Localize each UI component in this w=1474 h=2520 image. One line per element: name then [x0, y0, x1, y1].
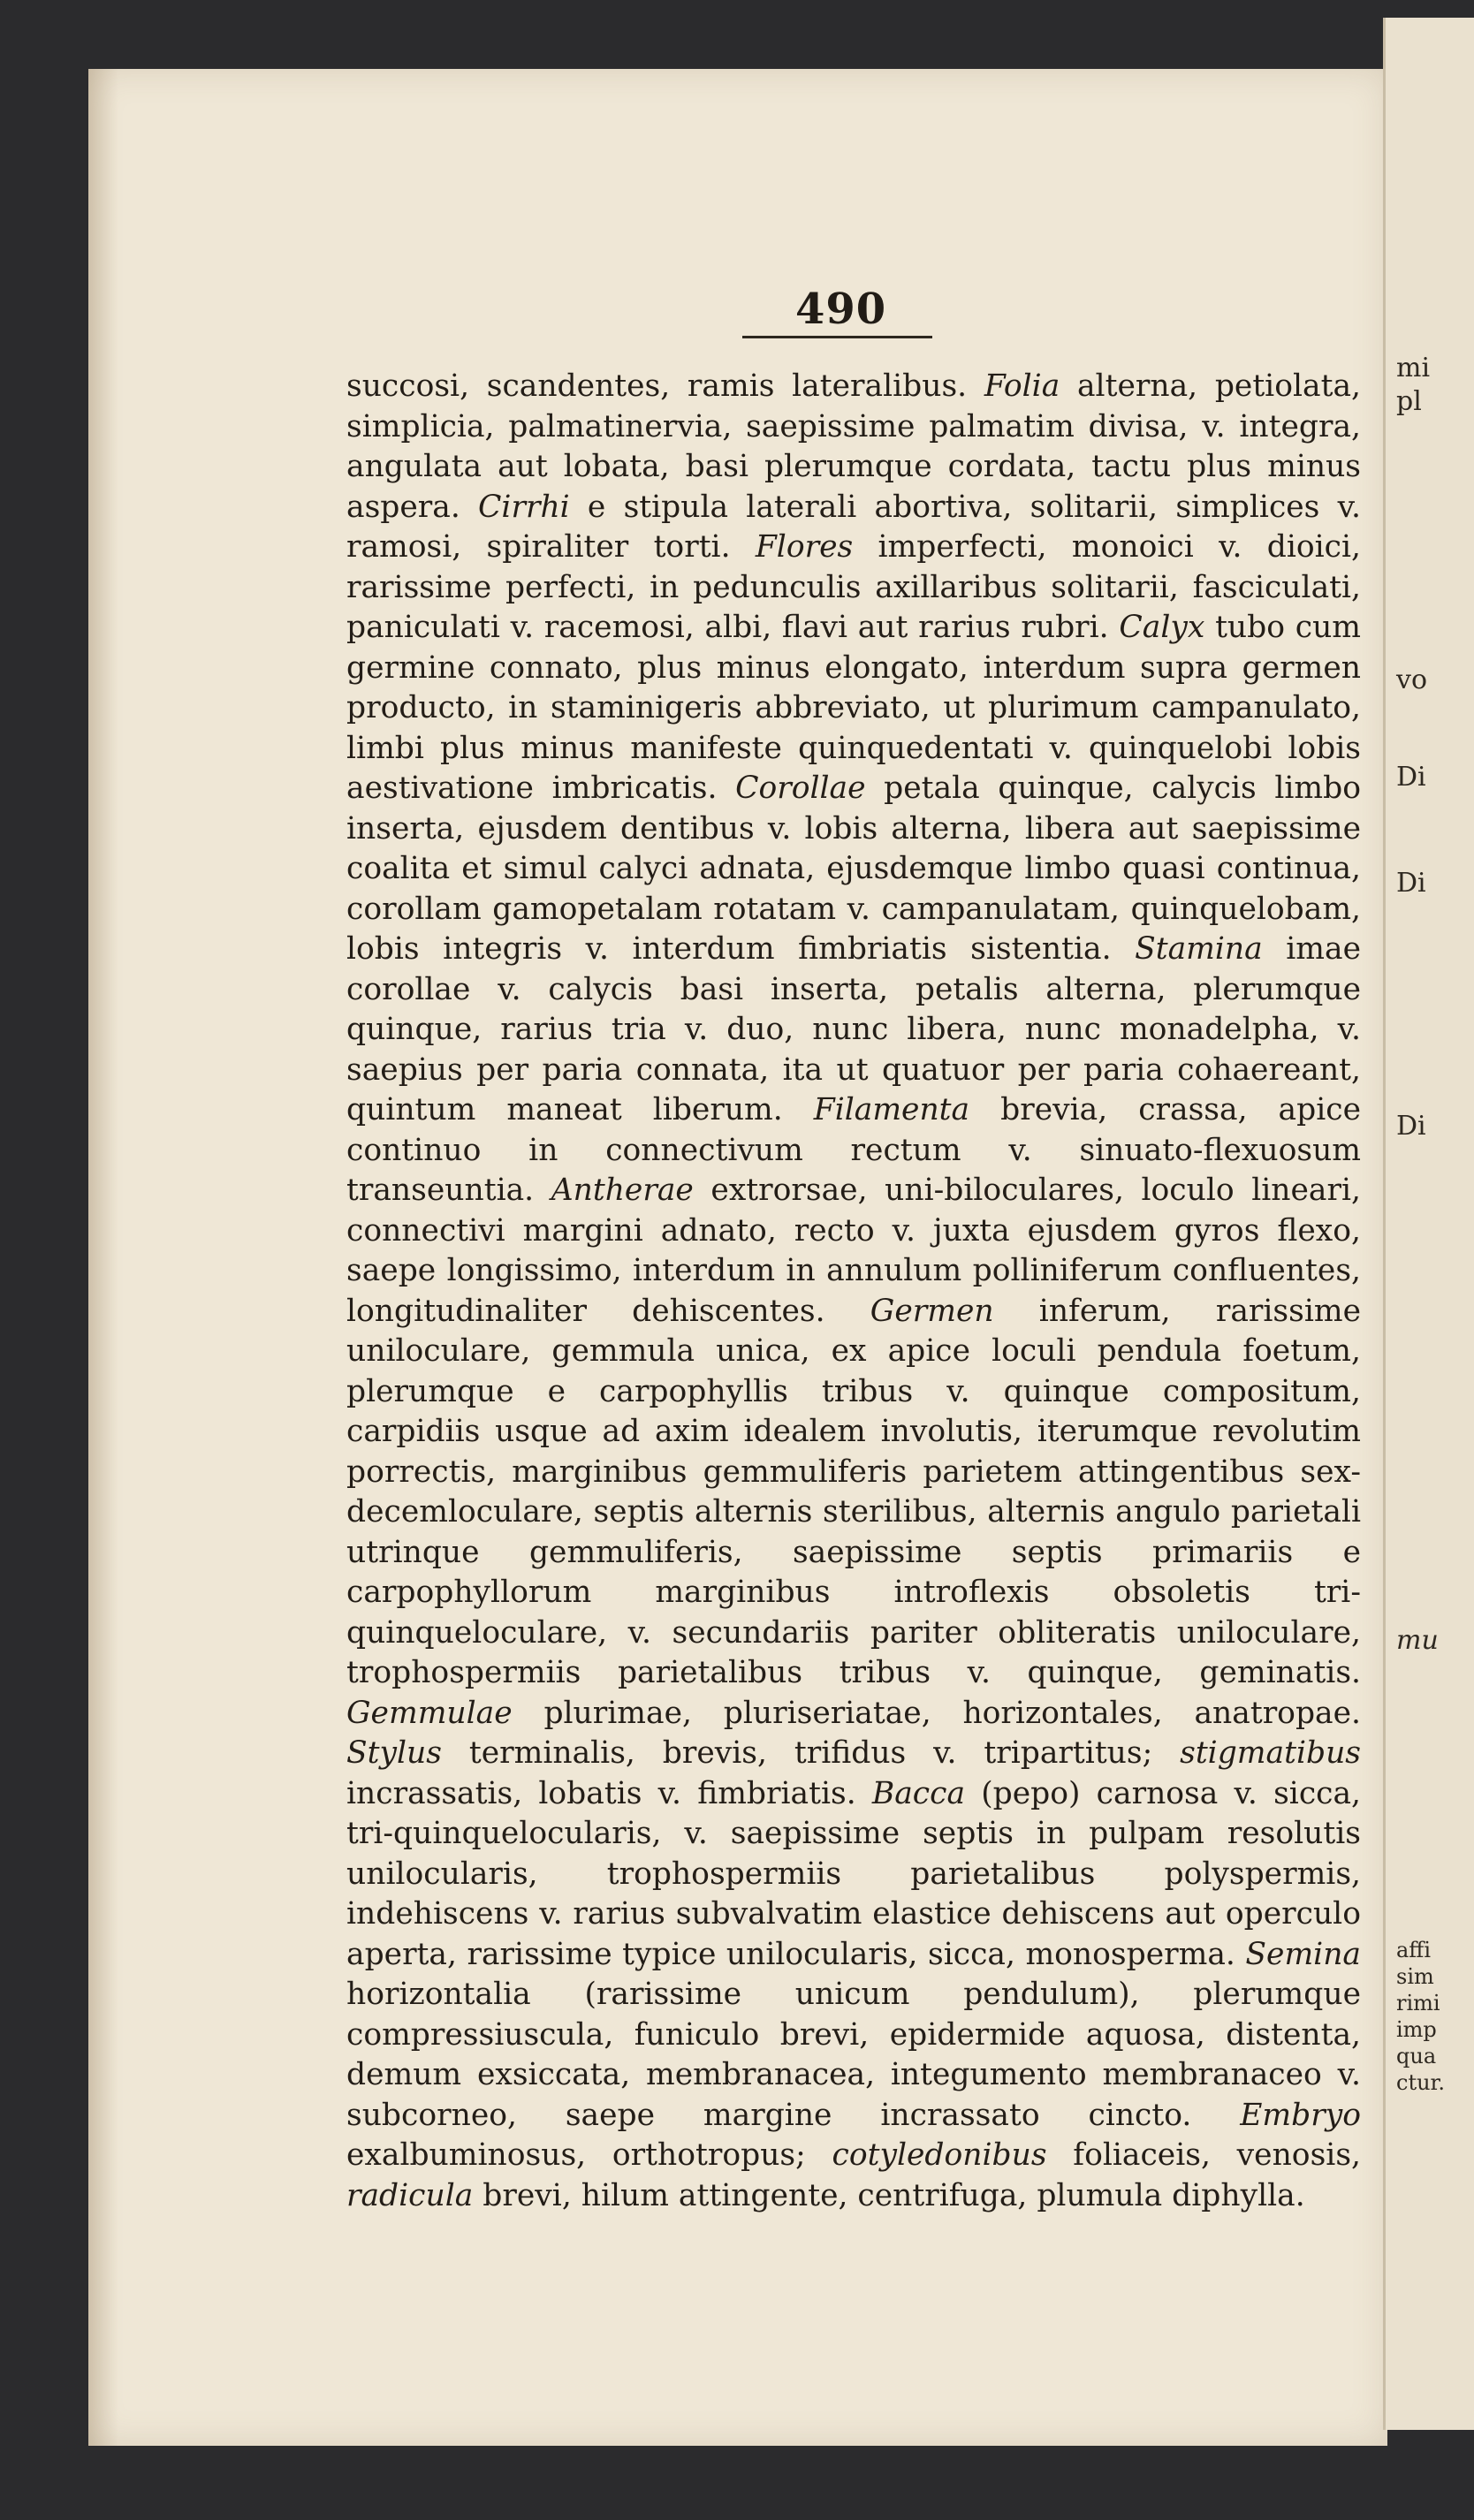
text-run: exalbuminosus, orthotropus;	[346, 2137, 832, 2173]
italic-term: stigmatibus	[1180, 1735, 1361, 1771]
text-run: incrassatis, lobatis v. fimbriatis.	[346, 1775, 872, 1811]
facing-page-fragment: sim	[1396, 1964, 1434, 1989]
facing-page-fragment: vo	[1396, 664, 1428, 695]
italic-term: Filamenta	[813, 1092, 970, 1127]
text-run: plurimae, pluriseriatae, horizontales, anatropae.	[512, 1695, 1361, 1731]
text-run: imperfecti, monoici v. dioici, rarissime perfecti, in pedunculis axillaribus solitarii, fasciculati, paniculati v. racemosi, albi, flavi aut rarius rubri.	[346, 529, 1361, 645]
text-run: succosi, scandentes, ramis lateralibus.	[346, 368, 984, 404]
italic-term: Antherae	[551, 1173, 694, 1208]
text-run: e stipula laterali abortiva, solitarii, simplices v. ramosi, spiraliter torti.	[346, 489, 1361, 565]
paragraph	[346, 367, 1361, 2216]
facing-page-edge	[1383, 18, 1474, 2430]
text-run: alterna, petiolata, simplicia, palmatinervia, saepissime palmatim divisa, v. integra, angulata aut lobata, basi plerumque cordata, tactu plus minus aspera.	[346, 368, 1361, 525]
facing-page-fragment: pl	[1396, 386, 1422, 417]
facing-page-fragment: imp	[1396, 2017, 1437, 2042]
facing-page-fragment: rimi	[1396, 1991, 1440, 2015]
facing-page-fragment: ctur.	[1396, 2070, 1446, 2095]
text-run: imae corollae v. calycis basi inserta, petalis alterna, plerumque quinque, rarius tria v. duo, nunc libera, nunc monadelpha, v. saepius per paria connata, ita ut quatuor per paria cohaereant, quintum maneat liberum.	[346, 931, 1361, 1127]
facing-page-fragment: affi	[1396, 1938, 1432, 1962]
facing-page-fragment: qua	[1396, 2044, 1437, 2068]
facing-page-fragment: mi	[1396, 353, 1431, 383]
facing-page-fragment: Di	[1396, 1111, 1426, 1142]
text-run: (pepo) carnosa v. sicca, tri-quinquelocularis, v. saepissime septis in pulpam resolutis unilocularis, trophospermiis parietalibus polyspermis, indehiscens v. rarius subvalvatim elastice dehiscens aut operculo aperta, rarissime typice unilocularis, sicca, monosperma.	[346, 1775, 1362, 1972]
italic-term: Calyx	[1119, 610, 1205, 645]
body-text	[346, 367, 1361, 2216]
text-run: inferum, rarissime uniloculare, gemmula unica, ex apice loculi pendula foetum, plerumque e carpophyllis tribus v. quinque compositum, carpidiis usque ad axim idealem involutis, iterumque revolutim porrectis, marginibus gemmuliferis parietem attingentibus sex-decemloculare, septis alternis sterilibus, alternis angulo parietali utrinque gemmuliferis, saepissime septis primariis e carpophyllorum marginibus introflexis obsoletis tri-quinqueloculare, v. secundariis pariter obliteratis uniloculare, trophospermiis parietalibus tribus v. quinque, geminatis.	[346, 1293, 1361, 1690]
italic-term: Gemmulae	[346, 1695, 513, 1731]
page-number-rule	[742, 336, 932, 338]
italic-term: Bacca	[871, 1775, 966, 1811]
text-run: extrorsae, uni-biloculares, loculo lineari, connectivi margini adnato, recto v. juxta ejusdem gyros flexo, saepe longissimo, interdum in annulum polliniferum confluentes, longitudinaliter dehiscentes.	[346, 1173, 1361, 1329]
page-number: 490	[795, 285, 887, 334]
facing-page-fragment: Di	[1396, 762, 1426, 793]
italic-term: Embryo	[1240, 2097, 1361, 2133]
italic-term: Cirrhi	[478, 489, 570, 525]
text-run: brevia, crassa, apice continuo in connectivum rectum v. sinuato-flexuosum transeuntia.	[346, 1092, 1361, 1208]
italic-term: Stylus	[346, 1735, 442, 1771]
italic-term: Folia	[984, 368, 1060, 404]
italic-term: Semina	[1245, 1936, 1361, 1972]
text-run: brevi, hilum attingente, centrifuga, plumula diphylla.	[473, 2177, 1305, 2213]
page-gutter-shadow	[88, 69, 118, 2446]
text-run: tubo cum germine connato, plus minus elongato, interdum supra germen producto, in staminigeris abbreviato, ut plurimum campanulato, limbi plus minus manifeste quinquedentati v. quinquelobi lobis aestivatione imbricatis.	[346, 610, 1361, 806]
text-run: horizontalia (rarissime unicum pendulum), plerumque compressiuscula, funiculo brevi, epidermide aquosa, distenta, demum exsiccata, membranacea, integumento membranaceo v. subcorneo, saepe margine incrassato cincto.	[346, 1977, 1361, 2133]
italic-term: Germen	[870, 1293, 994, 1329]
italic-term: Corollae	[735, 770, 866, 806]
italic-term: Flores	[755, 529, 854, 565]
italic-term: radicula	[346, 2177, 474, 2213]
facing-page-fragment: mu	[1396, 1625, 1439, 1656]
italic-term: cotyledonibus	[832, 2137, 1047, 2173]
italic-term: Stamina	[1135, 931, 1263, 967]
text-run: foliaceis, venosis,	[1046, 2137, 1361, 2173]
facing-page-fragment: Di	[1396, 868, 1426, 899]
text-run: terminalis, brevis, trifidus v. tripartitus;	[441, 1735, 1181, 1771]
text-run: petala quinque, calycis limbo inserta, ejusdem dentibus v. lobis alterna, libera aut saepissime coalita et simul calyci adnata, ejusdemque limbo quasi continua, corollam gamopetalam rotatam v. campanulatam, quinquelobam, lobis integris v. interdum fimbriatis sistentia.	[346, 770, 1361, 967]
